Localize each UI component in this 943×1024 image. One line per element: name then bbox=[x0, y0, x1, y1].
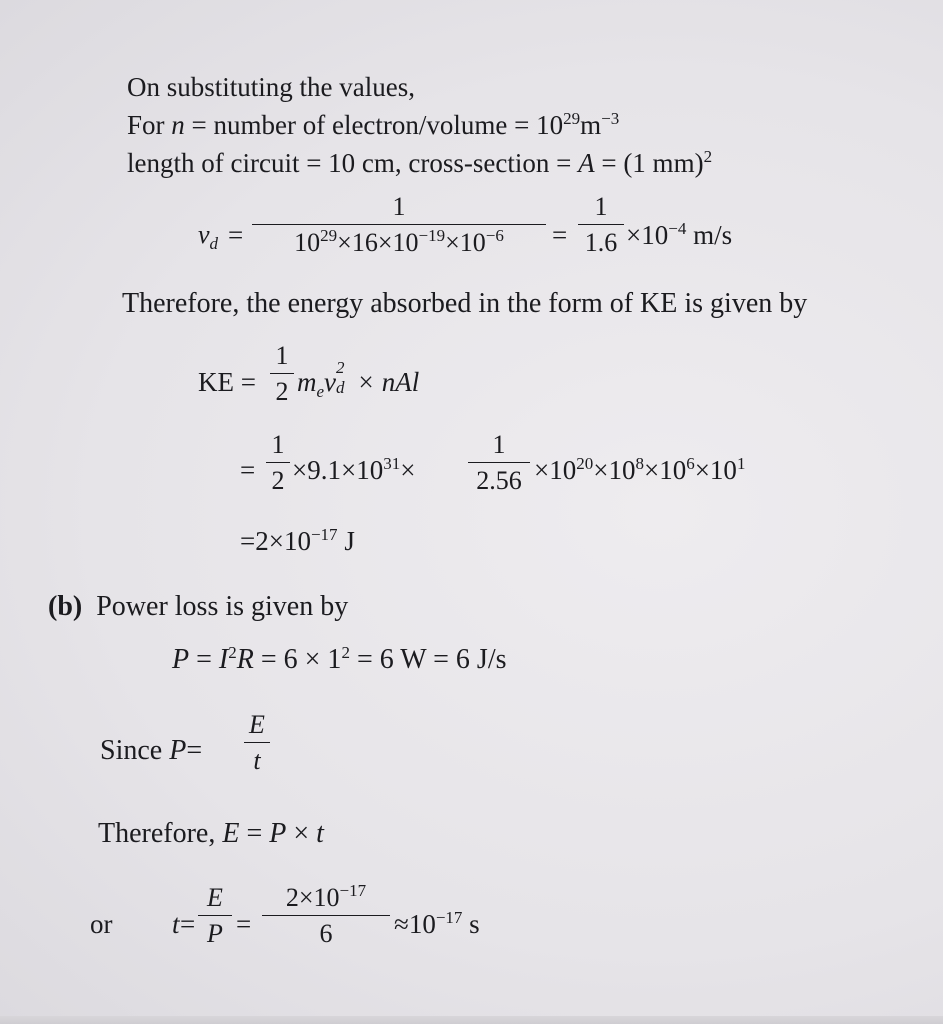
page-edge bbox=[0, 1016, 943, 1024]
subscript: e bbox=[316, 382, 325, 401]
equals-sign: = bbox=[240, 455, 256, 485]
section-part-b bbox=[48, 593, 348, 621]
equals-sign: = bbox=[186, 735, 203, 766]
text-segment: ×10 bbox=[694, 455, 737, 485]
equation-ke-result bbox=[240, 525, 355, 556]
den-part: ×10 bbox=[445, 228, 486, 257]
fraction-vd-simplified bbox=[578, 194, 624, 256]
equation-energy bbox=[98, 820, 324, 848]
text-segment: ×10 bbox=[534, 455, 577, 485]
den-part: 10 bbox=[294, 228, 321, 257]
numerator: E bbox=[249, 710, 265, 739]
fraction-bar bbox=[262, 915, 390, 916]
var-P: P bbox=[172, 644, 190, 675]
text-segment: length of circuit = 10 cm, cross-section = bbox=[127, 148, 579, 178]
denominator: 2 bbox=[275, 377, 289, 406]
text-segment: ×10 bbox=[626, 220, 669, 250]
exponent: −19 bbox=[418, 226, 446, 245]
sup-sub-stack bbox=[336, 358, 350, 397]
exponent: −17 bbox=[339, 881, 367, 900]
text-segment: = number of electron/volume = 10 bbox=[184, 110, 564, 140]
text-segment: ≈10 bbox=[394, 909, 436, 939]
exponent: −6 bbox=[485, 226, 504, 245]
text-segment: ×10 bbox=[643, 455, 687, 485]
exponent: 6 bbox=[686, 454, 695, 473]
denominator: t bbox=[253, 746, 261, 775]
equals-sign: = bbox=[236, 909, 252, 939]
numerator: 1 bbox=[492, 430, 506, 459]
text-line-electron-density bbox=[127, 109, 620, 140]
fraction-bar bbox=[266, 462, 290, 463]
exponent: 31 bbox=[383, 454, 401, 473]
exponent: 29 bbox=[320, 226, 338, 245]
denominator: 2.56 bbox=[476, 466, 522, 495]
fraction-E-over-t bbox=[244, 712, 270, 774]
var-v: v bbox=[324, 367, 337, 397]
superscript: 2 bbox=[336, 358, 345, 377]
numerator: 1 bbox=[392, 192, 406, 221]
equals-sign: = bbox=[228, 220, 244, 250]
var-P: P bbox=[269, 818, 287, 849]
subscript: d bbox=[209, 234, 219, 253]
exponent: 2 bbox=[341, 643, 350, 662]
fraction-bar bbox=[468, 462, 530, 463]
num-part: 2×10 bbox=[285, 883, 340, 912]
equation-power bbox=[172, 643, 507, 675]
vd-tail bbox=[626, 219, 733, 250]
var-vd bbox=[198, 220, 219, 253]
numerator bbox=[262, 881, 390, 912]
text-segment: = 6 × 1 bbox=[253, 644, 342, 675]
text-segment: For bbox=[127, 110, 172, 140]
text-line-substituting: On substituting the values, bbox=[127, 72, 415, 102]
denominator bbox=[252, 226, 546, 257]
exponent: −3 bbox=[601, 109, 620, 128]
fraction-half bbox=[270, 343, 294, 405]
unit: s bbox=[462, 909, 480, 939]
unit: m/s bbox=[686, 220, 733, 250]
text-segment: = 6 W = 6 J/s bbox=[349, 644, 507, 675]
text-segment: Therefore, bbox=[98, 818, 223, 849]
text-segment: = bbox=[189, 644, 219, 675]
var-m: m bbox=[297, 367, 317, 397]
ke-rest: × nAl bbox=[350, 367, 420, 397]
exponent: 8 bbox=[635, 454, 644, 473]
text-segment: = bbox=[239, 818, 270, 849]
ke-rhs bbox=[297, 358, 420, 401]
part-label: (b) bbox=[48, 591, 83, 622]
ke-lhs: KE = bbox=[198, 367, 256, 397]
denominator: 2 bbox=[271, 466, 285, 495]
text-segment: = (1 mm) bbox=[594, 148, 704, 178]
fraction-E-over-P bbox=[198, 885, 232, 947]
den-part: ×16×10 bbox=[337, 228, 419, 257]
exponent: −17 bbox=[435, 908, 463, 927]
var-t: t bbox=[316, 818, 324, 849]
exponent: 20 bbox=[576, 454, 594, 473]
denominator: 1.6 bbox=[584, 228, 618, 257]
denominator: P bbox=[207, 919, 223, 948]
numerator: E bbox=[207, 883, 223, 912]
text-line-therefore-energy: Therefore, the energy absorbed in the form of KE is given by bbox=[122, 288, 808, 319]
exponent: 2 bbox=[703, 147, 713, 166]
text-segment: =2×10 bbox=[240, 526, 311, 556]
part-heading: Power loss is given by bbox=[96, 591, 349, 622]
var-R: R bbox=[236, 644, 254, 675]
exponent: 29 bbox=[563, 109, 581, 128]
time-result bbox=[394, 908, 480, 939]
var-P: P bbox=[169, 735, 187, 766]
numerator: 1 bbox=[271, 430, 285, 459]
var-I: I bbox=[218, 644, 229, 675]
subscript: d bbox=[336, 378, 345, 397]
var-A: A bbox=[578, 148, 595, 178]
exponent: −4 bbox=[668, 219, 687, 238]
text-segment: ×10 bbox=[593, 455, 636, 485]
fraction-vd-main bbox=[252, 194, 546, 256]
fraction-bar bbox=[244, 742, 270, 743]
text-segment: × bbox=[400, 455, 416, 485]
or-label: or bbox=[90, 909, 113, 939]
fraction-bar bbox=[578, 224, 624, 225]
unit: J bbox=[337, 526, 355, 556]
numerator: 1 bbox=[594, 192, 608, 221]
equals-sign: = bbox=[180, 909, 196, 939]
exponent: −17 bbox=[310, 525, 338, 544]
var-v: v bbox=[198, 220, 210, 249]
var-t: t bbox=[172, 909, 180, 939]
numerator: 1 bbox=[275, 341, 289, 370]
ke2-part1 bbox=[292, 454, 416, 485]
text-line-circuit bbox=[127, 147, 713, 178]
var-E: E bbox=[222, 818, 240, 849]
ke2-part2 bbox=[534, 454, 746, 485]
text-segment: ×9.1×10 bbox=[292, 455, 384, 485]
denominator: 6 bbox=[319, 919, 333, 948]
fraction-inverse-256 bbox=[468, 432, 530, 494]
exponent: 2 bbox=[228, 643, 237, 662]
fraction-bar bbox=[198, 915, 232, 916]
text-segment: × bbox=[286, 818, 317, 849]
fraction-time-value bbox=[262, 881, 390, 948]
var-n: n bbox=[171, 110, 185, 140]
text-segment: m bbox=[580, 110, 602, 140]
fraction-bar bbox=[270, 373, 294, 374]
fraction-half bbox=[266, 432, 290, 494]
text-segment: Since bbox=[100, 735, 170, 766]
equals-sign: = bbox=[552, 220, 568, 250]
fraction-bar bbox=[252, 224, 546, 225]
since-text bbox=[100, 737, 202, 765]
exponent: 1 bbox=[736, 454, 746, 473]
